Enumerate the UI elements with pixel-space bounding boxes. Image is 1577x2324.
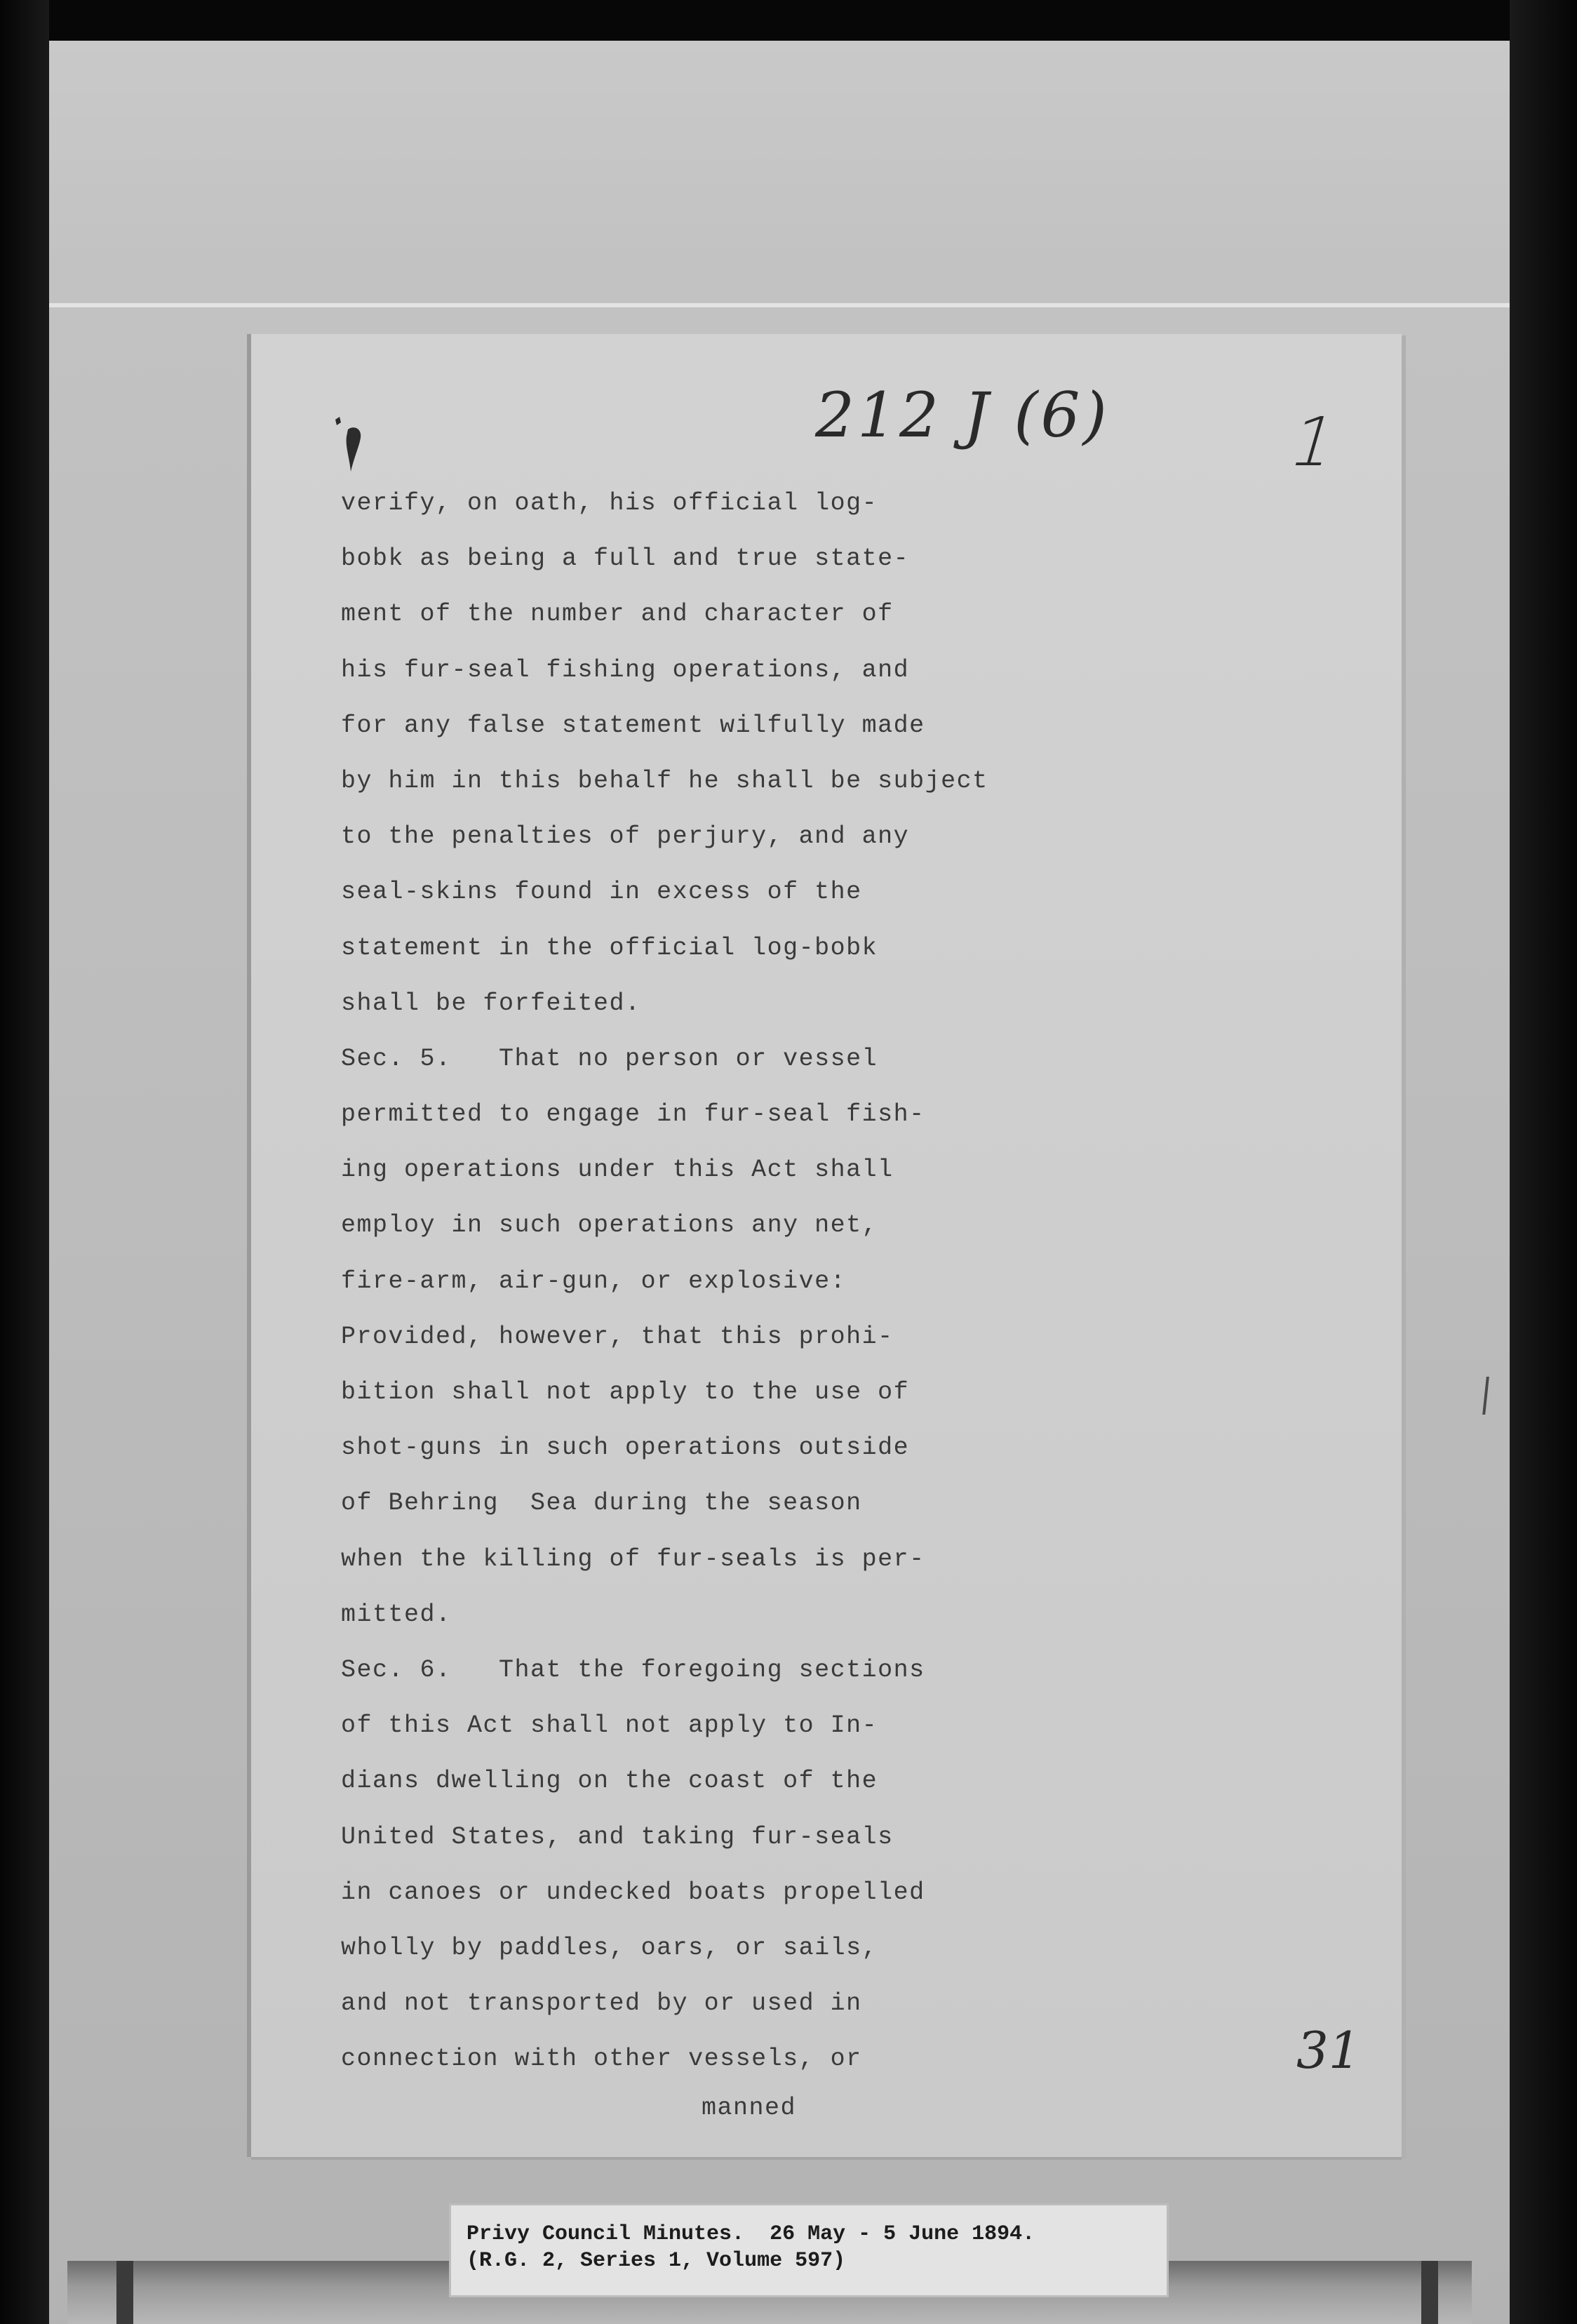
text-line: United States, and taking fur-seals — [341, 1822, 894, 1851]
text-line: and not transported by or used in — [341, 1989, 862, 2018]
film-border-left — [0, 0, 49, 2324]
text-line: shall be forfeited. — [341, 989, 641, 1017]
text-line: of this Act shall not apply to In- — [341, 1711, 878, 1740]
folio-number-bottom: 31 — [1296, 2021, 1361, 2080]
text-line: to the penalties of perjury, and any — [341, 822, 910, 851]
text-line: when the killing of fur-seals is per- — [341, 1544, 925, 1573]
section-5-heading-line: Sec. 5. That no person or vessel — [341, 1044, 878, 1073]
text-line: dians dwelling on the coast of the — [341, 1767, 878, 1796]
text-line: seal-skins found in excess of the — [341, 878, 862, 907]
archive-citation-label — [449, 2203, 1169, 2297]
holder-tab — [1421, 2261, 1438, 2324]
film-border-right — [1510, 0, 1577, 2324]
catchword: manned — [702, 2094, 797, 2122]
archive-label-line-1: Privy Council Minutes. 26 May - 5 June 1894. — [467, 2222, 1035, 2246]
film-border-top — [0, 0, 1577, 41]
text-line: employ in such operations any net, — [341, 1211, 878, 1240]
text-line: his fur-seal fishing operations, and — [341, 655, 910, 684]
typed-text-body — [341, 486, 1183, 2097]
holder-tab — [116, 2261, 133, 2324]
text-line: statement in the official log-bobk — [341, 933, 878, 962]
text-line: in canoes or undecked boats propelled — [341, 1878, 925, 1906]
archive-label-line-2: (R.G. 2, Series 1, Volume 597) — [467, 2249, 846, 2273]
film-scratch-line — [49, 303, 1510, 307]
folio-number-top: 212 J (6) — [815, 379, 1110, 451]
text-line: for any false statement wilfully made — [341, 711, 925, 740]
text-line: Provided, however, that this prohi- — [341, 1322, 894, 1351]
section-6-heading-line: Sec. 6. That the foregoing sections — [341, 1655, 925, 1684]
text-line: by him in this behalf he shall be subject — [341, 766, 988, 795]
ink-blot-mark — [330, 415, 369, 474]
text-line: ing operations under this Act shall — [341, 1156, 894, 1184]
text-line: of Behring Sea during the season — [341, 1489, 862, 1518]
text-line: wholly by paddles, oars, or sails, — [341, 1933, 878, 1962]
text-line: fire-arm, air-gun, or explosive: — [341, 1267, 847, 1295]
folio-number-right: 1 — [1280, 403, 1347, 481]
text-line: bobk as being a full and true state- — [341, 545, 910, 573]
text-line: bition shall not apply to the use of — [341, 1378, 910, 1406]
text-line: permitted to engage in fur-seal fish- — [341, 1100, 925, 1129]
text-line: ment of the number and character of — [341, 600, 894, 629]
text-line: shot-guns in such operations outside — [341, 1434, 910, 1462]
text-line: mitted. — [341, 1600, 452, 1629]
text-line: connection with other vessels, or — [341, 2045, 862, 2073]
text-line: verify, on oath, his official log- — [341, 489, 878, 517]
